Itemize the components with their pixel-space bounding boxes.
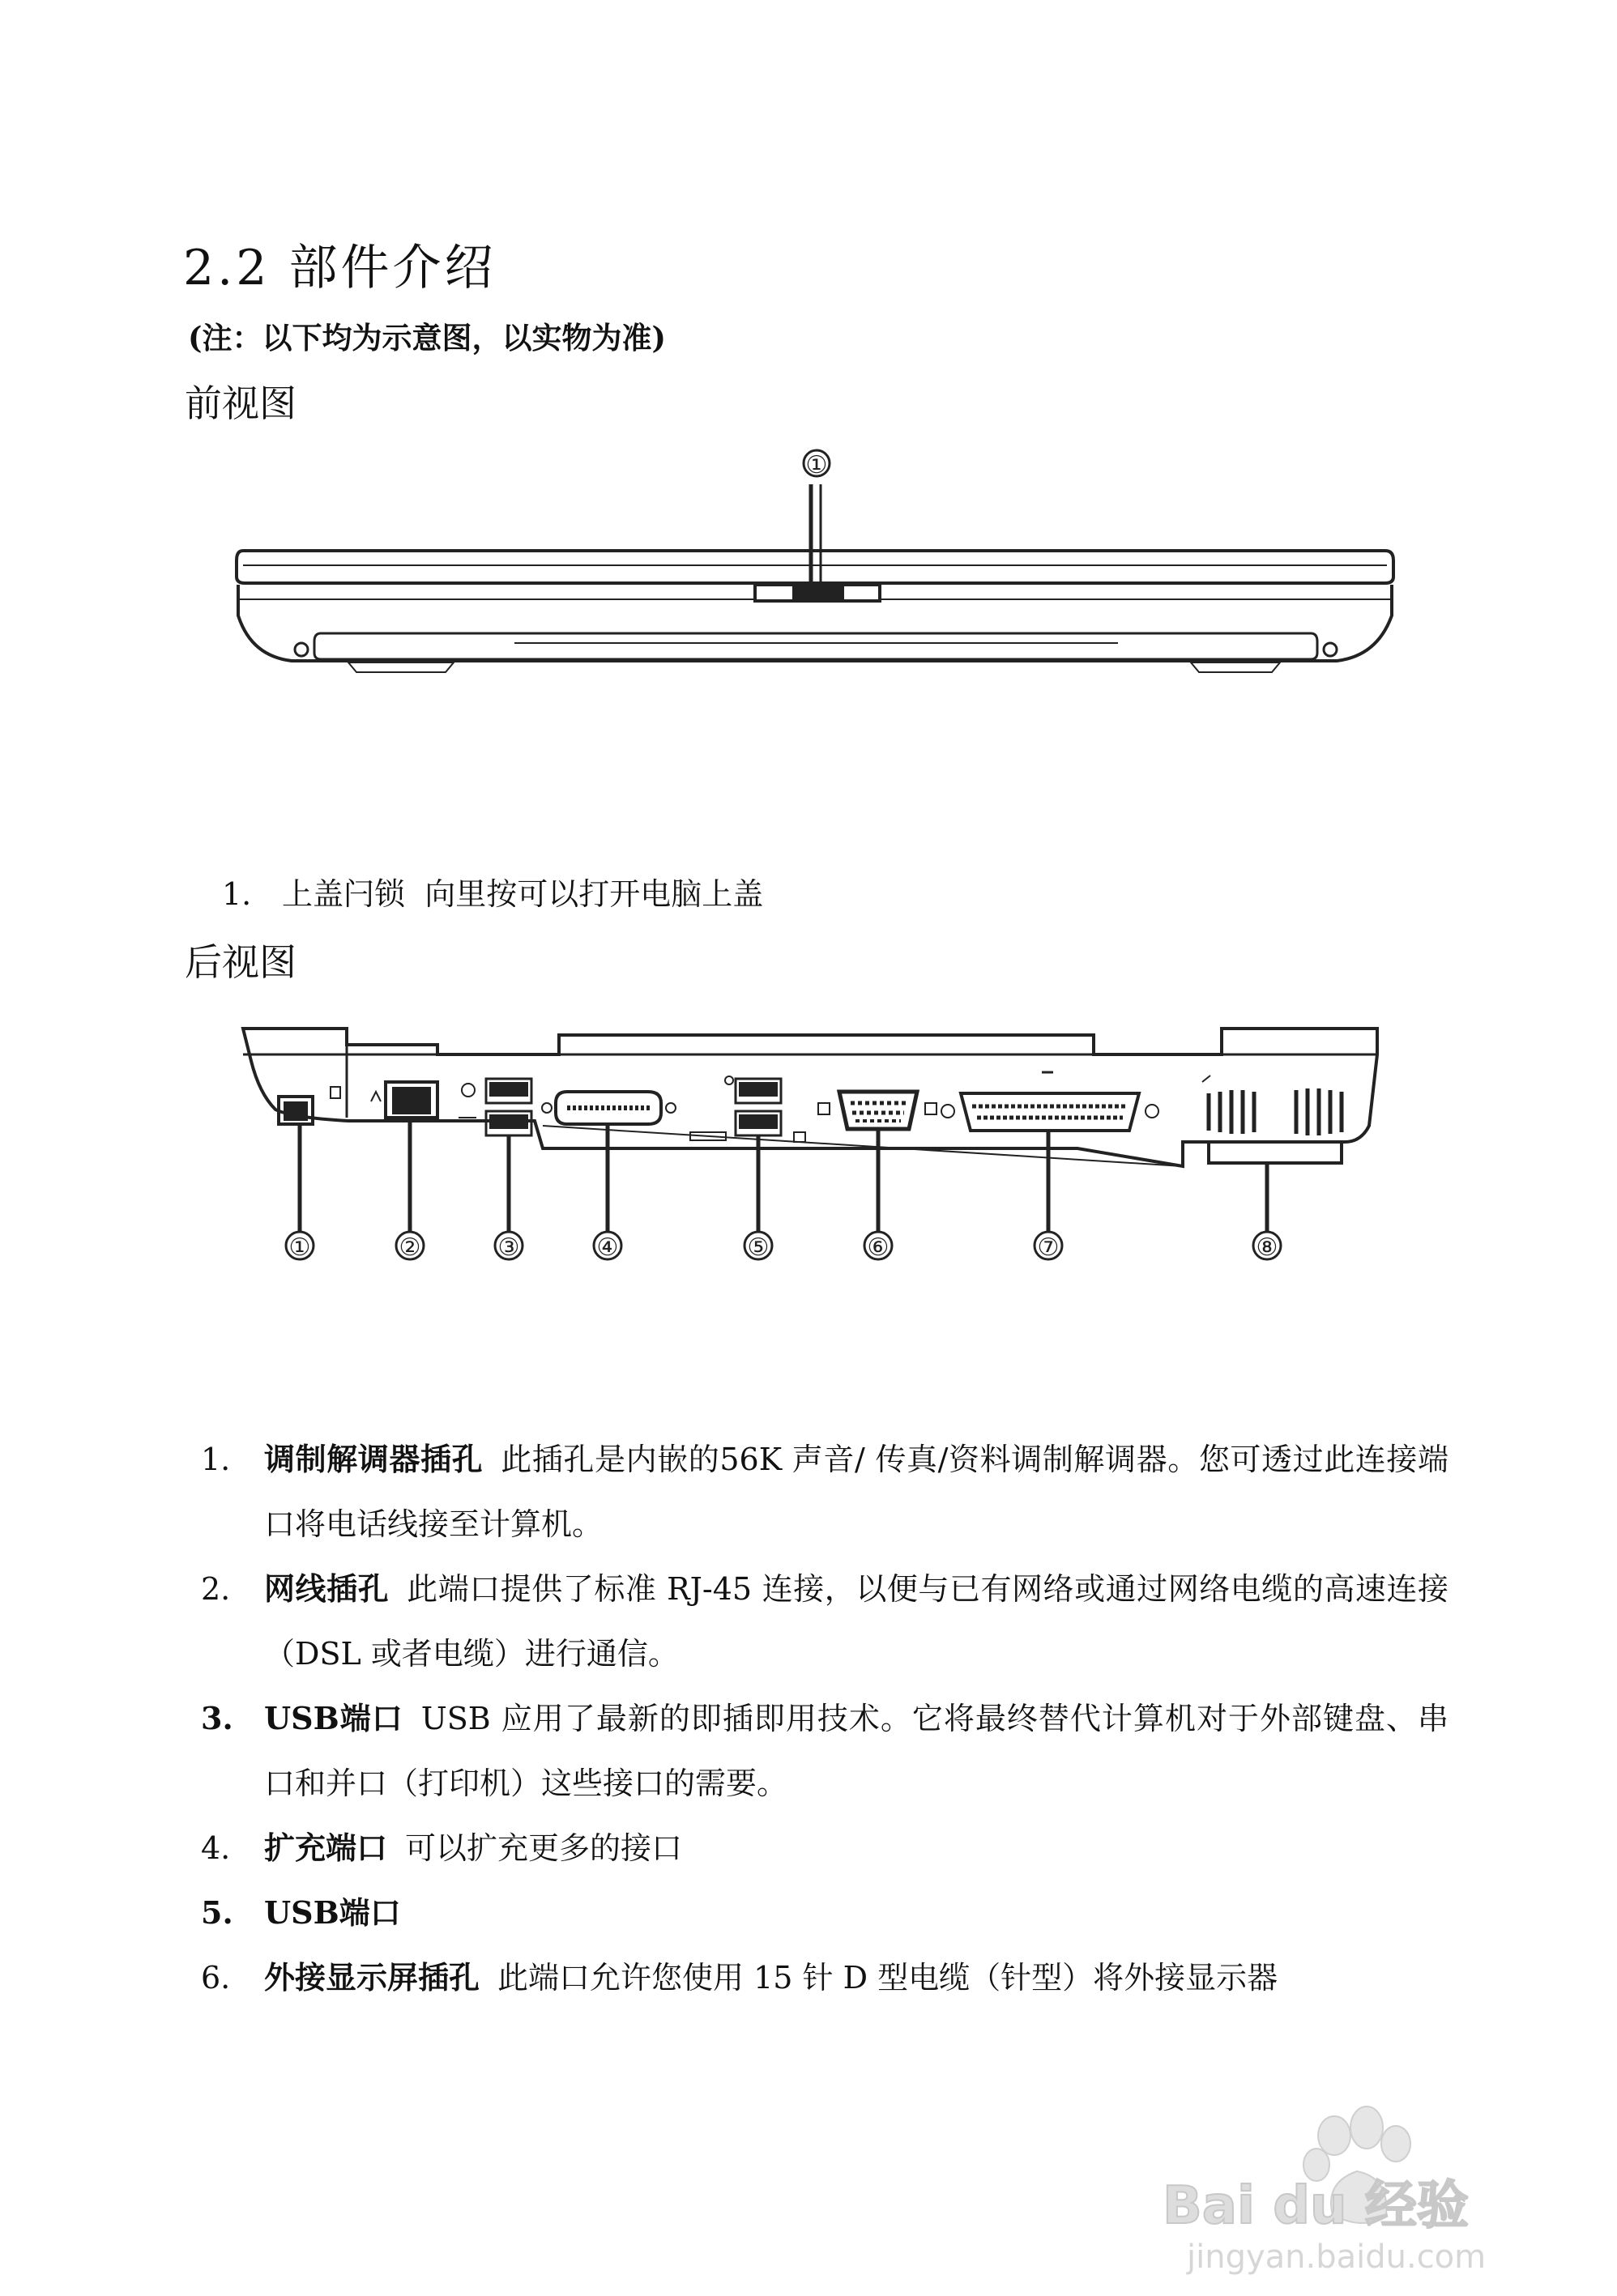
- rear-callout-6: ⑥: [867, 1233, 890, 1262]
- rear-callout-4: ④: [596, 1233, 619, 1262]
- rear-view-diagram: [227, 1012, 1402, 1272]
- front-callout-1: ①: [805, 451, 828, 479]
- item-desc: 可以扩充更多的接口: [405, 1830, 683, 1866]
- item-number: 1.: [201, 1442, 231, 1477]
- section-heading: 2.2 部件介绍: [183, 240, 497, 296]
- rear-callout-5: ⑤: [747, 1233, 770, 1262]
- watermark-logo-text: Bai du 经验: [1163, 2176, 1469, 2236]
- item-number: 5.: [201, 1894, 233, 1931]
- rear-callout-1: ①: [288, 1233, 311, 1262]
- note-text: (注：以下均为示意图，以实物为准): [188, 320, 667, 356]
- rear-item-1: [201, 1427, 1448, 1557]
- rear-callout-3: ③: [497, 1233, 520, 1262]
- rear-item-3: [201, 1686, 1448, 1816]
- front-view-diagram: [227, 437, 1410, 696]
- rear-callout-7: ⑦: [1037, 1233, 1060, 1262]
- rear-item-6: [201, 1945, 1448, 2010]
- item-title: 网线插孔: [264, 1570, 390, 1607]
- item-desc: 向里按可以打开电脑上盖: [425, 876, 764, 912]
- item-desc: USB 应用了最新的即插即用技术。它将最终替代计算机对于外部键盘、串口和并口（打印机）这些接口的需要。: [264, 1701, 1448, 1801]
- baidu-jingyan-watermark: [1154, 2094, 1535, 2280]
- item-number: 3.: [201, 1700, 233, 1736]
- item-title: USB端口: [264, 1700, 403, 1736]
- rear-callout-2: ②: [399, 1233, 421, 1262]
- item-number: 1.: [222, 876, 252, 912]
- rear-item-5: [201, 1881, 1448, 1945]
- item-number: 6.: [201, 1960, 231, 1996]
- rear-view-label: 后视图: [185, 940, 297, 984]
- item-number: 2.: [201, 1571, 231, 1607]
- watermark-url: jingyan.baidu.com: [1187, 2238, 1487, 2276]
- item-desc: 此端口提供了标准 RJ-45 连接，以便与已有网络或通过网络电缆的高速连接（DSL 或者电缆）进行通信。: [264, 1571, 1448, 1672]
- item-title: 外接显示屏插孔: [264, 1959, 480, 1996]
- item-title: USB端口: [264, 1894, 401, 1931]
- item-desc: 此插孔是内嵌的56K 声音/ 传真/资料调制解调器。您可透过此连接端口将电话线接至计算机。: [264, 1442, 1448, 1542]
- front-item-1: [222, 869, 763, 914]
- item-desc: 此端口允许您使用 15 针 D 型电缆（针型）将外接显示器: [497, 1960, 1278, 1996]
- item-number: 4.: [201, 1830, 231, 1866]
- item-title: 扩充端口: [264, 1830, 388, 1866]
- rear-item-4: [201, 1816, 1448, 1881]
- rear-item-2: [201, 1557, 1448, 1686]
- item-title: 上盖闩锁: [282, 876, 406, 912]
- rear-callout-8: ⑧: [1256, 1233, 1278, 1262]
- front-view-label: 前视图: [185, 381, 297, 425]
- item-title: 调制解调器插孔: [264, 1441, 484, 1477]
